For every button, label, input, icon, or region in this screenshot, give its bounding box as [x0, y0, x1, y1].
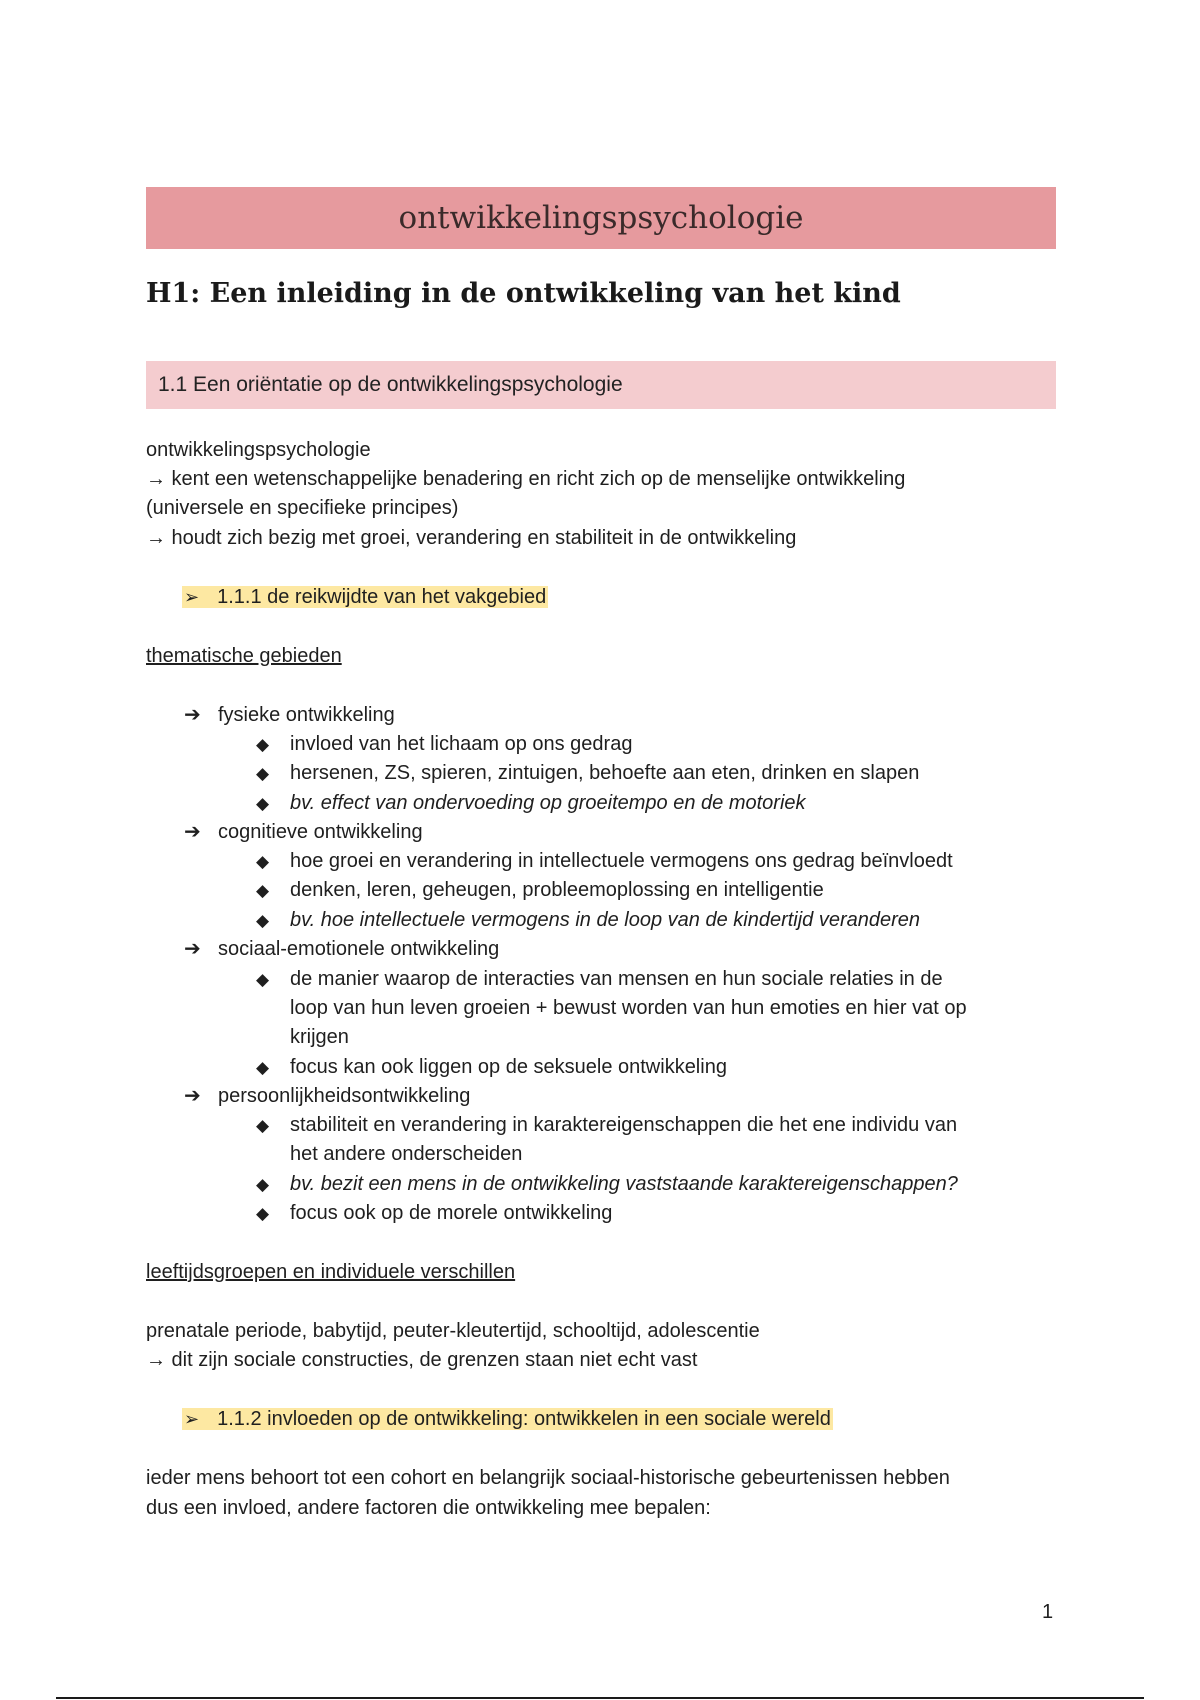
list-item	[184, 935, 499, 964]
text-line: krijgen	[290, 1026, 349, 1048]
diamond-bullet-icon: ◆	[256, 794, 270, 813]
document-title: ontwikkelingspsychologie	[398, 200, 804, 236]
arrow-bullet-icon: ➔	[184, 1085, 201, 1107]
diamond-bullet-icon: ◆	[256, 735, 270, 754]
diamond-bullet-icon: ◆	[256, 1175, 270, 1194]
age-groups-heading: leeftijdsgroepen en individuele verschillen	[146, 1261, 516, 1283]
sub-list-item	[256, 730, 632, 759]
sub-list-item-text	[290, 1111, 957, 1169]
sub-list-item-text: denken, leren, geheugen, probleemoplossing en intelligentie	[290, 879, 824, 901]
intro-term: ontwikkelingspsychologie	[146, 439, 371, 461]
sub-list-item	[256, 1199, 612, 1228]
list-item	[184, 701, 395, 730]
list-item-label: sociaal-emotionele ontwikkeling	[218, 938, 500, 960]
diamond-bullet-icon: ◆	[256, 1204, 270, 1223]
section-heading: 1.1 Een oriëntatie op de ontwikkelingspsychologie	[158, 373, 623, 396]
arrow-bullet-icon: ➔	[184, 704, 201, 726]
list-item-label: cognitieve ontwikkeling	[218, 821, 423, 843]
sub-list-item	[256, 759, 919, 788]
subsection-label: 1.1.1 de reikwijdte van het vakgebied	[217, 586, 547, 608]
sub-list-item-text	[290, 965, 967, 1052]
sub-list-item-example: bv. hoe intellectuele vermogens in de loop van de kindertijd veranderen	[290, 909, 921, 931]
arrow-bullet-icon: ➔	[184, 821, 201, 843]
thematic-areas-heading: thematische gebieden	[146, 645, 342, 667]
arrowhead-bullet-icon: ➢	[184, 587, 200, 607]
sub-list-item	[256, 789, 806, 818]
text-line: loop van hun leven groeien + bewust worden van hun emoties en hier vat op	[290, 997, 967, 1019]
paragraph-line: prenatale periode, babytijd, peuter-kleutertijd, schooltijd, adolescentie	[146, 1320, 760, 1342]
sub-list-item-text: focus ook op de morele ontwikkeling	[290, 1202, 613, 1224]
sub-list-item-text: hoe groei en verandering in intellectuele vermogens ons gedrag beïnvloedt	[290, 850, 953, 872]
intro-line: → kent een wetenschappelijke benadering en richt zich op de menselijke ontwikkeling	[146, 468, 906, 490]
paragraph-line: dus een invloed, andere factoren die ontwikkeling mee bepalen:	[146, 1497, 711, 1519]
sub-list-item-text: hersenen, ZS, spieren, zintuigen, behoefte aan eten, drinken en slapen	[290, 762, 920, 784]
subsection-heading	[182, 583, 548, 612]
list-item	[184, 1082, 470, 1111]
sub-list-item	[256, 847, 953, 876]
subsection-highlight	[182, 1408, 833, 1430]
diamond-bullet-icon: ◆	[256, 970, 270, 989]
intro-line: (universele en specifieke principes)	[146, 497, 459, 519]
sub-list-item-text: invloed van het lichaam op ons gedrag	[290, 733, 633, 755]
sub-list-item	[256, 876, 824, 905]
document-title-bar	[146, 187, 1056, 249]
sub-list-item-text: focus kan ook liggen op de seksuele ontwikkeling	[290, 1056, 727, 1078]
sub-list-item-example: bv. bezit een mens in de ontwikkeling vaststaande karaktereigenschappen?	[290, 1173, 958, 1195]
sub-list-item	[256, 1111, 957, 1169]
arrow-bullet-icon: ➔	[184, 938, 201, 960]
subsection-heading	[182, 1405, 833, 1434]
section-heading-bar	[146, 361, 1056, 409]
intro-line: → houdt zich bezig met groei, verandering en stabiliteit in de ontwikkeling	[146, 527, 797, 549]
subsection-label: 1.1.2 invloeden op de ontwikkeling: ontwikkelen in een sociale wereld	[217, 1408, 831, 1430]
page-bottom-divider	[56, 1697, 1144, 1699]
subsection-highlight	[182, 586, 548, 608]
sub-list-item-example: bv. effect van ondervoeding op groeitempo en de motoriek	[290, 792, 806, 814]
list-item-label: fysieke ontwikkeling	[218, 704, 395, 726]
diamond-bullet-icon: ◆	[256, 881, 270, 900]
list-item	[184, 818, 423, 847]
sub-list-item	[256, 1170, 958, 1199]
paragraph-line: ieder mens behoort tot een cohort en belangrijk sociaal-historische gebeurtenissen hebben	[146, 1467, 950, 1489]
text-line: het andere onderscheiden	[290, 1143, 523, 1165]
diamond-bullet-icon: ◆	[256, 1116, 270, 1135]
paragraph-line: → dit zijn sociale constructies, de grenzen staan niet echt vast	[146, 1349, 698, 1371]
diamond-bullet-icon: ◆	[256, 852, 270, 871]
text-line: stabiliteit en verandering in karaktereigenschappen die het ene individu van	[290, 1114, 958, 1136]
sub-list-item	[256, 906, 920, 935]
list-item-label: persoonlijkheidsontwikkeling	[218, 1085, 471, 1107]
diamond-bullet-icon: ◆	[256, 911, 270, 930]
diamond-bullet-icon: ◆	[256, 1058, 270, 1077]
diamond-bullet-icon: ◆	[256, 764, 270, 783]
text-line: de manier waarop de interacties van mensen en hun sociale relaties in de	[290, 968, 943, 990]
sub-list-item	[256, 1053, 727, 1082]
arrowhead-bullet-icon: ➢	[184, 1409, 200, 1429]
page-number: 1	[1042, 1601, 1054, 1623]
sub-list-item	[256, 965, 967, 1052]
chapter-heading: H1: Een inleiding in de ontwikkeling van het kind	[146, 278, 901, 309]
